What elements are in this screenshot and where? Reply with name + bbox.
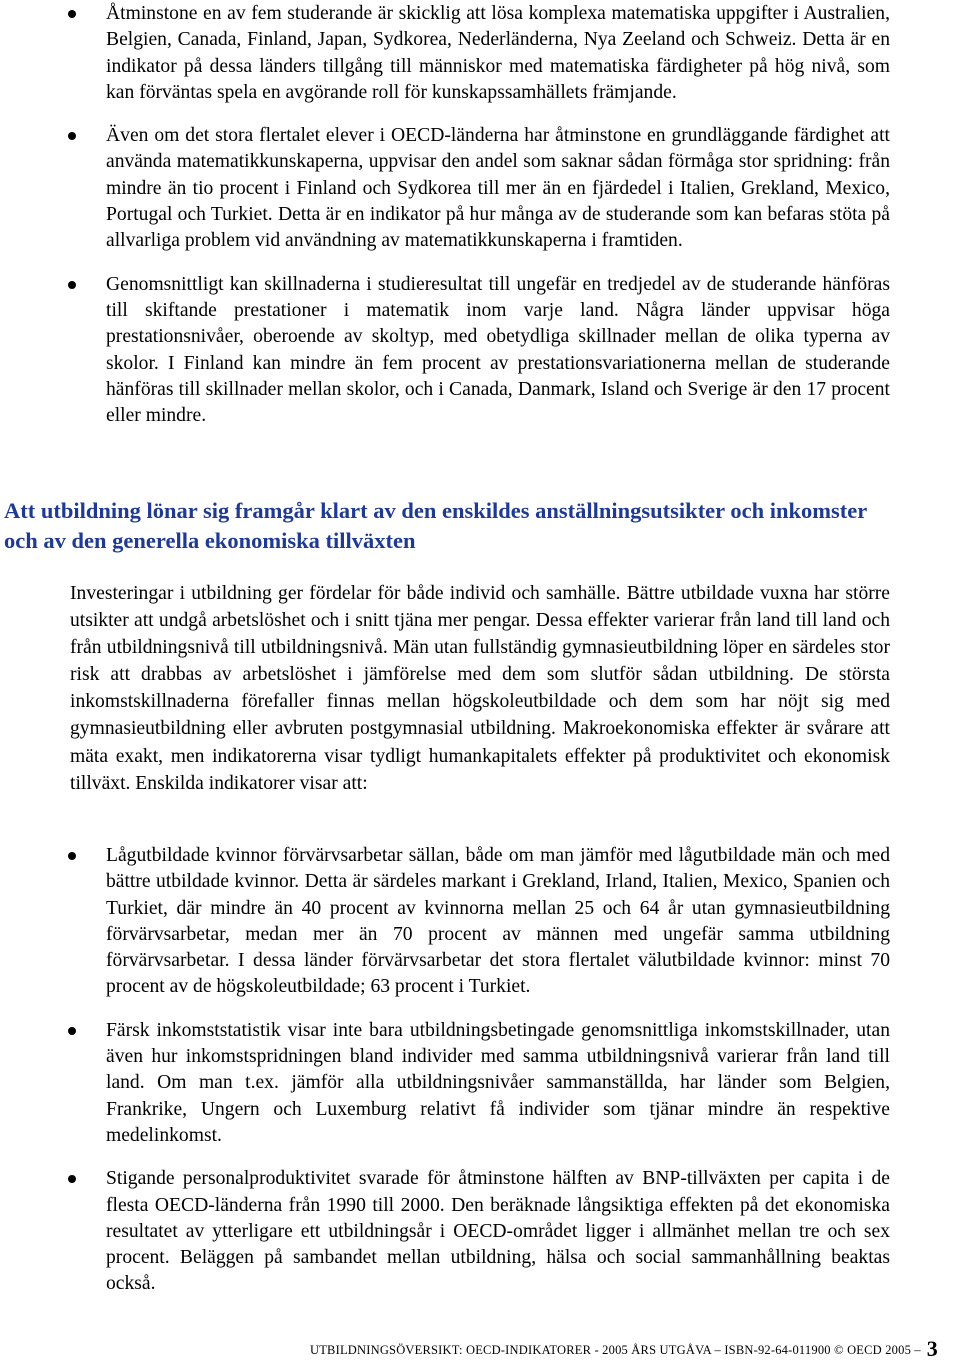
list-item [0,1018,960,1149]
list-item-text: Stigande personalproduktivitet svarade för åtminstone hälften av BNP-tillväxten per capita i de flesta OECD-länderna från 1990 till 2000. Den beräknade långsiktiga effekten på det ekonomiska resultatet av ytterligare ett utbildningsår i OECD-området ligger i allmänhet mellan tre och sex procent. Beläggen på sambandet mellan utbildning, hälsa och social sammanhållning beaktas också. [106,1168,890,1295]
list-item [0,123,960,254]
body-paragraph: Investeringar i utbildning ger fördelar för både individ och samhälle. Bättre utbildade vuxna har större utsikter att undgå arbetslöshet och i snitt tjäna mer pengar. Dessa effekter varierar från land till land och från utbildningsnivå till utbildningsnivå. Män utan fullständig gymnasieutbildning löper en särdeles stor risk att drabbas av arbetslöshet i jämförelse med dem som slutför sådan utbildning. De största inkomstskillnaderna förefaller finnas mellan högskoleutbildade och dem som har nöjt sig med gymnasieutbildning eller avbruten postgymnasial utbildning. Makroekonomiska effekter är svårare att mäta exakt, men indikatorerna visar tydligt humankapitalets effekter på produktivitet och ekonomisk tillväxt. Enskilda indikatorer visar att: [70,583,890,794]
list-item-text: Genomsnittligt kan skillnaderna i studieresultat till ungefär en tredjedel av de studerande hänföras till skiftande prestationer i matematik inom varje land. Några länder uppvisar höga prestationsnivåer, oberoende av skoltyp, med obetydliga skillnader mellan de olika typerna av skolor. I Finland kan mindre än fem procent av prestationsvariationerna mellan de studerande hänföras till skillnader mellan skolor, och i Canada, Danmark, Island och Sverige är den 17 procent eller mindre. [106,273,890,427]
list-item-text: Även om det stora flertalet elever i OECD-länderna har åtminstone en grundläggande färdighet att använda matematikkunskaperna, uppvisar den andel som saknar sådan förmåga stor spridning: från mindre än tio procent i Finland och Sydkorea till mer än en fjärdedel i Italien, Grekland, Mexico, Portugal och Turkiet. Detta är en indikator på hur många av de studerande som kan befaras stöta på allvarliga problem vid användning av matematikkunskaperna i framtiden. [106,125,890,252]
bullet-icon [68,10,76,18]
bullet-icon [68,281,76,289]
bullet-icon [68,132,76,140]
list-item [0,1166,960,1297]
bullet-list-top [0,1,960,446]
bullet-icon [68,852,76,860]
bullet-icon [68,1027,76,1035]
list-item [0,272,960,430]
list-item [0,843,960,1001]
list-item-text: Lågutbildade kvinnor förvärvsarbetar sällan, både om man jämför med lågutbildade män och med bättre utbildade kvinnor. Detta är särdeles markant i Grekland, Irland, Italien, Mexico, Spanien och Turkiet, där mindre än 40 procent av kvinnorna mellan 25 och 64 år utan gymnasieutbildning förvärvsarbetar, medan mer än 70 procent av männen med ungefär samma utbildning förvärvsarbetar. I dessa länder förvärvsarbetar det stora flertalet välutbildade kvinnor: minst 70 procent av de högskoleutbildade; 63 procent i Turkiet. [106,845,890,998]
footer-text: UTBILDNINGSÖVERSIKT: OECD-INDIKATORER - 2005 ÅRS UTGÅVA – ISBN-92-64-011900 © OECD 2005 – [309,1343,921,1357]
list-item-text: Färsk inkomststatistik visar inte bara utbildningsbetingade genomsnittliga inkomstskillnader, utan även hur inkomstspridningen bland individer med samma utbildningsnivå varierar från land till land. Om man t.ex. jämför alla utbildningsnivåer sammanställda, har länder som Belgien, Frankrike, Ungern och Luxemburg relativt få individer som tjänar mindre än respektive medelinkomst. [106,1019,890,1146]
section-heading: Att utbildning lönar sig framgår klart av den enskildes anställningsutsikter och inkomster och av den generella ekonomiska tillväxten [4,498,867,553]
list-item [0,1,960,106]
bullet-icon [68,1175,76,1183]
page-number: 3 [926,1336,938,1361]
list-item-text: Åtminstone en av fem studerande är skicklig att lösa komplexa matematiska uppgifter i Australien, Belgien, Canada, Finland, Japan, Sydkorea, Nederländerna, Nya Zeeland och Schweiz. Detta är en indikator på dessa länders tillgång till människor med matematiska färdigheter på hög nivå, som kan förväntas spela en avgörande roll för kunskapssamhällets främjande. [106,3,890,103]
page-footer [310,1336,938,1362]
bullet-list-bottom [0,843,960,1315]
